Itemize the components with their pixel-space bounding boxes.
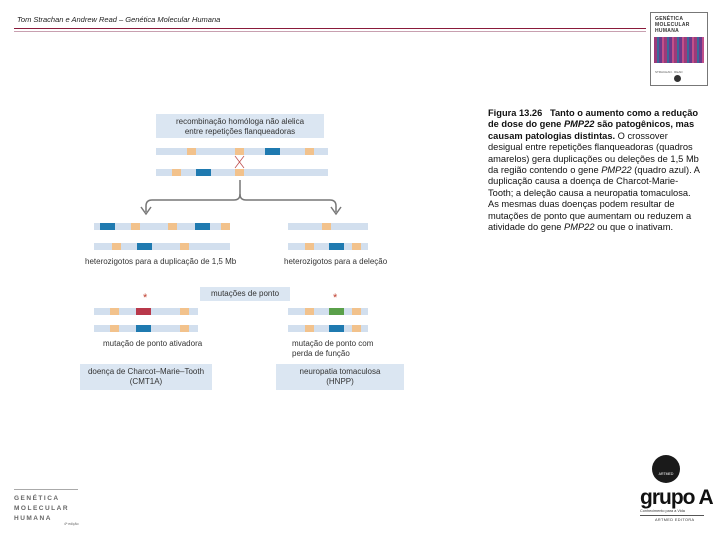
caption-body-3: ou que o inativam.: [594, 222, 674, 233]
repeat-block: [322, 223, 331, 230]
repeat-block: [305, 243, 314, 250]
label-duplication: heterozigotos para a duplicação de 1,5 Mb: [85, 257, 237, 266]
footer-divider: [14, 489, 78, 490]
repeat-block: [305, 325, 314, 332]
pmp22-gene-block: [329, 325, 344, 332]
caption-bold-2: são patogênicos, mas causam patologias distintas.: [488, 119, 695, 141]
repeat-block: [112, 243, 121, 250]
grupo-a-logo: grupo A: [640, 486, 713, 509]
repeat-block: [180, 325, 189, 332]
repeat-block: [221, 223, 230, 230]
disease-box-cmt1a: doença de Charcot–Marie–Tooth (CMT1A): [80, 364, 212, 390]
footer-book-title: GENÉTICA MOLECULAR HUMANA: [14, 495, 70, 522]
label-activator: mutação de ponto ativadora: [103, 339, 203, 348]
header-title: Tom Strachan e Andrew Read – Genética Molecular Humana: [17, 15, 221, 24]
point-mutations-box: mutações de ponto: [200, 287, 290, 301]
pmp22-gene-block: [136, 325, 151, 332]
disease-box-hnpp: neuropatia tomaculosa (HNPP): [276, 364, 404, 390]
repeat-block: [168, 223, 177, 230]
pmp22-gene-block: [100, 223, 115, 230]
mutation-star-right: *: [333, 292, 338, 304]
cover-authors: STRACHAN · READ: [655, 70, 683, 74]
pmp22-gene-block: [137, 243, 152, 250]
cover-title: GENÉTICA MOLECULAR HUMANA: [655, 16, 690, 34]
figure-caption: [488, 108, 700, 233]
arrow-right: [240, 194, 336, 212]
pmp22-gene-block: [329, 243, 344, 250]
publisher-divider: [640, 515, 704, 516]
caption-body-1: O crossover desigual entre repetições flanqueadoras (quadros amarelos) gera duplicações ou deleções de 1,5 Mb da região contendo o gene: [488, 130, 699, 176]
repeat-block: [180, 308, 189, 315]
repeat-block: [352, 243, 361, 250]
footer-edition: 4ª edição: [64, 522, 79, 526]
recombination-box: recombinação homóloga não alelica entre repetições flanqueadoras: [156, 114, 324, 138]
repeat-block: [110, 308, 119, 315]
arrow-left: [146, 180, 240, 212]
artmed-seal-logo: ARTMED: [652, 455, 680, 483]
caption-body-2: (quadro azul). A duplicação causa a doença de Charcot-Marie-Tooth; a deleção causa a neuropatia tomaculosa. As mesmas duas doenças podem resultar de mutações de ponto que aumentam ou reduzem a atividade do gene: [488, 165, 700, 233]
repeat-block: [305, 308, 314, 315]
repeat-block: [131, 223, 140, 230]
loss-mutant-gene-block: [329, 308, 344, 315]
repeat-block: [352, 308, 361, 315]
activator-mutant-gene-block: [136, 308, 151, 315]
caption-gene-2: PMP22: [601, 165, 632, 176]
repeat-block: [352, 325, 361, 332]
publisher-imprints: ARTMED EDITORA: [655, 518, 695, 522]
label-deletion: heterozigotos para a deleção: [284, 257, 388, 266]
repeat-block: [180, 243, 189, 250]
caption-bold-1: Tanto o aumento como a redução de dose do gene: [488, 108, 699, 130]
caption-gene-3: PMP22: [564, 222, 595, 233]
figure-label: Figura 13.26: [488, 108, 543, 118]
mutation-star-left: *: [143, 292, 148, 304]
label-loss-of-function: mutação de ponto com perda de função: [292, 339, 374, 358]
pmp22-gene-block: [195, 223, 210, 230]
caption-gene-1: PMP22: [563, 119, 595, 130]
repeat-block: [110, 325, 119, 332]
grupo-a-tagline: Conhecimento para a Vida: [640, 509, 685, 513]
